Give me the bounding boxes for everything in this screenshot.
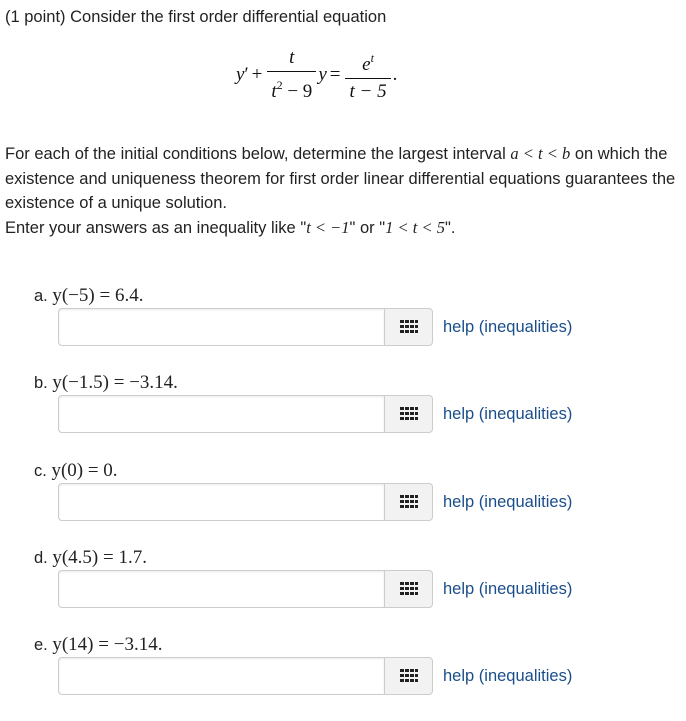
item-e-label	[34, 634, 162, 656]
differential-equation	[236, 48, 397, 102]
equation-editor-button-b[interactable]	[384, 395, 433, 433]
eq-frac2-num-exp: t	[370, 51, 374, 65]
instructions-paragraph	[5, 142, 681, 216]
eq-y2: y	[318, 64, 327, 85]
item-d-label	[34, 547, 147, 569]
eq-y: y	[236, 64, 245, 85]
equation-editor-button-d[interactable]	[384, 570, 433, 608]
format-text-2: " or "	[349, 218, 386, 237]
item-b-answer-row	[58, 395, 572, 433]
format-text-1: Enter your answers as an inequality like "	[5, 218, 307, 237]
eq-frac2-num-base: e	[362, 54, 371, 75]
problem-prompt: Consider the first order differential equation	[70, 8, 387, 26]
eq-frac1-denominator	[267, 72, 316, 102]
problem-header	[5, 7, 386, 27]
item-a-label	[34, 285, 143, 307]
example-inequality-1: t < −1	[306, 217, 350, 237]
item-letter: d.	[34, 549, 48, 567]
item-b-label	[34, 372, 178, 394]
grid-icon	[400, 320, 418, 334]
eq-plus: +	[251, 64, 263, 85]
help-link-e[interactable]: help (inequalities)	[443, 666, 573, 685]
points-label: (1 point)	[5, 8, 66, 26]
item-letter: b.	[34, 374, 48, 392]
help-link-c[interactable]: help (inequalities)	[443, 492, 573, 511]
help-link-b[interactable]: help (inequalities)	[443, 404, 573, 423]
eq-frac1-numerator: t	[289, 47, 295, 68]
instructions	[5, 142, 681, 240]
answer-input-d[interactable]	[58, 570, 384, 608]
eq-fraction-rhs	[345, 48, 390, 102]
item-d-answer-row	[58, 570, 572, 608]
answer-input-b[interactable]	[58, 395, 384, 433]
format-text-3: ".	[444, 218, 456, 237]
equation-editor-button-e[interactable]	[384, 657, 433, 695]
item-e-answer-row	[58, 657, 572, 695]
equation-editor-button-c[interactable]	[384, 483, 433, 521]
grid-icon	[400, 407, 418, 421]
instructions-text-1: For each of the initial conditions below, determine the largest interval	[5, 145, 511, 163]
initial-condition: y(14) = −3.14.	[52, 634, 163, 655]
eq-period: .	[392, 64, 398, 85]
eq-fraction-coefficient	[267, 48, 316, 102]
answer-input-c[interactable]	[58, 483, 384, 521]
initial-condition: y(−1.5) = −3.14.	[52, 372, 178, 393]
item-letter: c.	[34, 462, 47, 480]
eq-frac1-den-base: t	[271, 81, 277, 102]
help-link-a[interactable]: help (inequalities)	[443, 317, 573, 336]
grid-icon	[400, 495, 418, 509]
instructions-text-2: on which the existence and uniqueness theorem for first order linear differential equations guarantees the existence of a unique solution.	[5, 145, 676, 212]
item-c-answer-row	[58, 483, 572, 521]
initial-condition: y(0) = 0.	[51, 460, 118, 481]
grid-icon	[400, 669, 418, 683]
initial-condition: y(−5) = 6.4.	[52, 285, 144, 306]
grid-icon	[400, 582, 418, 596]
item-letter: e.	[34, 636, 48, 654]
interval-notation: a < t < b	[510, 144, 571, 163]
eq-frac2-numerator	[358, 48, 378, 78]
eq-prime: ′	[244, 64, 249, 85]
item-c-label	[34, 460, 118, 482]
eq-equals: =	[329, 64, 341, 85]
format-instructions	[5, 216, 681, 241]
eq-frac1-den-exp: 2	[276, 78, 283, 92]
example-inequality-2: 1 < t < 5	[385, 217, 445, 237]
item-letter: a.	[34, 287, 48, 305]
answer-input-a[interactable]	[58, 308, 384, 346]
eq-frac2-denominator: t − 5	[349, 81, 387, 102]
item-a-answer-row	[58, 308, 572, 346]
help-link-d[interactable]: help (inequalities)	[443, 579, 573, 598]
initial-condition: y(4.5) = 1.7.	[52, 547, 147, 568]
equation-editor-button-a[interactable]	[384, 308, 433, 346]
eq-frac1-den-rest: − 9	[282, 81, 313, 102]
answer-input-e[interactable]	[58, 657, 384, 695]
